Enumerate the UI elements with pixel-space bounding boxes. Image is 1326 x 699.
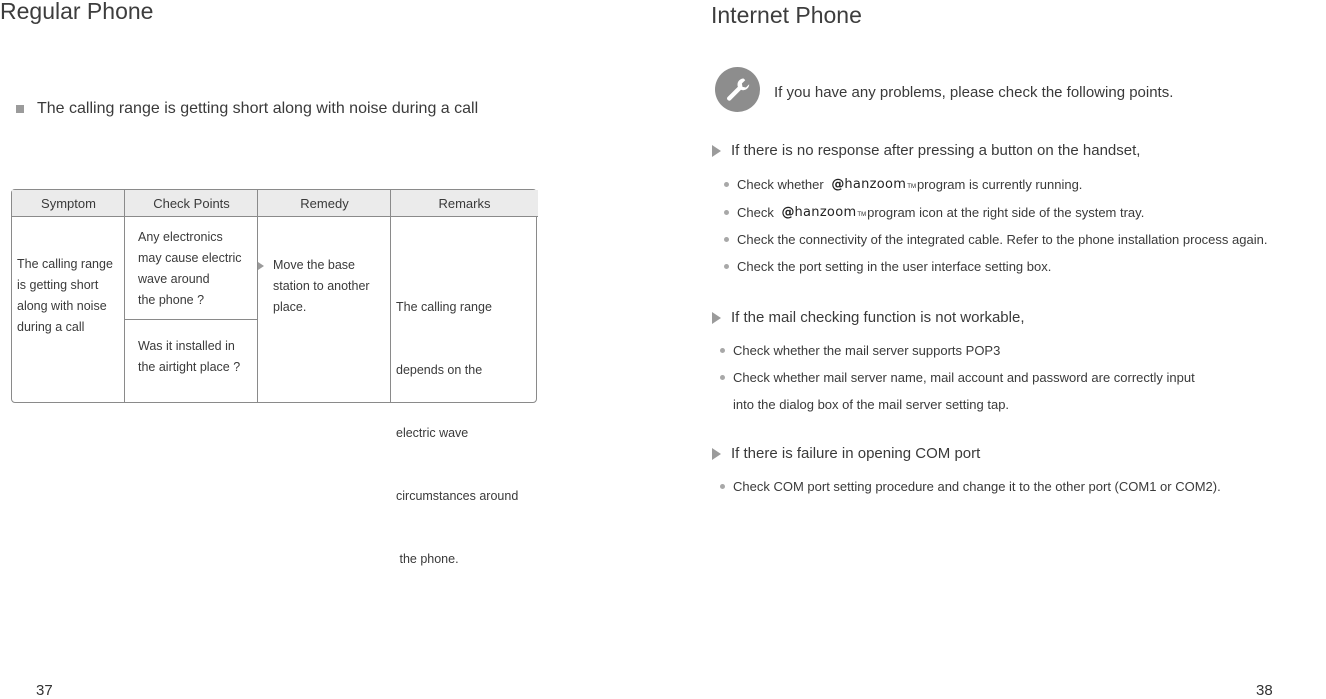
right-page-number: 38 [1256,682,1273,699]
remedy-cell: Move the base station to another place. [273,258,370,314]
wrench-icon [715,67,760,112]
table-divider [124,190,125,402]
list-item: Check whether mail server name, mail account and password are correctly input [720,370,1195,385]
table-divider [125,319,258,320]
list-item: Check @ hanzoom TM program icon at the right side of the system tray. [724,205,1144,220]
left-section-heading [16,100,478,118]
right-page-title: Internet Phone [711,2,862,28]
list-item: Check COM port setting procedure and change it to the other port (COM1 or COM2). [720,479,1221,494]
intro-text: If you have any problems, please check the following points. [774,84,1174,101]
hanzoom-logo: @ hanzoom TM [781,205,867,220]
list-item: Check the connectivity of the integrated cable. Refer to the phone installation process again. [724,232,1267,247]
left-page-title: Regular Phone [0,0,154,24]
table-header-check-points: Check Points [125,190,258,217]
list-item: Check whether the mail server supports POP3 [720,343,1000,358]
dot-bullet-icon [724,237,729,242]
hanzoom-logo: @ hanzoom TM [831,177,916,192]
remarks-cell: The calling range depends on the electric wave circumstances around the phone. [396,300,519,566]
section-heading-com-port: If there is failure in opening COM port [712,445,980,462]
table-divider [257,190,258,402]
table-header-symptom: Symptom [12,190,125,217]
dot-bullet-icon [724,264,729,269]
check-point-cell-1: Any electronics may cause electric wave around the phone ? [138,230,242,307]
check-point-cell-2: Was it installed in the airtight place ? [138,339,241,374]
triangle-bullet-icon [712,145,721,157]
table-divider [390,190,391,402]
left-page-number: 37 [36,682,53,699]
troubleshooting-table [11,189,537,566]
triangle-bullet-icon [712,448,721,460]
dot-bullet-icon [724,182,729,187]
square-bullet-icon [16,105,24,113]
table-header-remedy: Remedy [258,190,391,217]
remedy-pointer-icon [258,262,264,270]
symptom-cell: The calling range is getting short along with noise during a call [17,257,113,334]
dot-bullet-icon [724,210,729,215]
section-heading-mail-checking: If the mail checking function is not workable, [712,309,1024,326]
dot-bullet-icon [720,375,725,380]
table-header-remarks: Remarks [391,190,538,217]
triangle-bullet-icon [712,312,721,324]
section-heading-no-response: If there is no response after pressing a button on the handset, [712,142,1140,159]
left-section-heading-text: The calling range is getting short along with noise during a call [37,100,479,117]
list-item: Check the port setting in the user interface setting box. [724,259,1051,274]
list-item: Check whether @ hanzoom TM program is currently running. [724,177,1082,192]
list-item-continuation: into the dialog box of the mail server setting tap. [733,397,1010,412]
dot-bullet-icon [720,348,725,353]
dot-bullet-icon [720,484,725,489]
